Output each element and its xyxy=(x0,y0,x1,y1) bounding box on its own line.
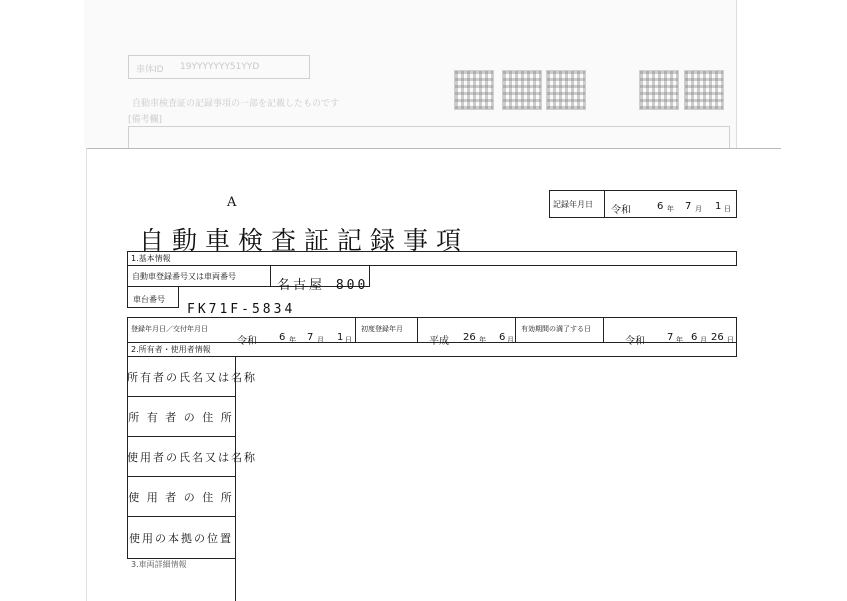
reg-no-value: 名古屋 800 xyxy=(277,278,369,293)
section2-value-area xyxy=(235,356,737,601)
first-reg-month: 6 xyxy=(499,332,506,343)
qr-code-icon xyxy=(454,70,494,110)
owner-address-label: 所 有 者 の 住 所 xyxy=(128,411,234,424)
expiry-year: 7 xyxy=(667,332,674,343)
series-mark: A xyxy=(227,195,237,210)
reg-date-year: 6 xyxy=(279,332,286,343)
back-sheet xyxy=(84,0,737,148)
back-id-label: 車体ID xyxy=(136,65,164,75)
reg-date-label: 登録年月日／交付年月日 xyxy=(131,325,208,333)
expiry-label: 有効期間の満了する日 xyxy=(521,325,591,333)
expiry-day-unit: 日 xyxy=(727,336,734,344)
qr-code-icon xyxy=(684,70,724,110)
first-reg-divider-left xyxy=(355,317,356,343)
back-id-value: 19YYYYYYY51YYD xyxy=(180,62,260,72)
qr-code-icon xyxy=(546,70,586,110)
first-reg-era: 平成 xyxy=(429,336,449,347)
section2-header-cell xyxy=(127,342,737,357)
reg-no-label: 自動車登録番号又は車両番号 xyxy=(132,272,236,281)
reg-date-month-unit: 月 xyxy=(317,336,324,344)
record-date-month-unit: 月 xyxy=(695,205,702,213)
first-reg-label: 初度登録年月 xyxy=(361,325,403,333)
expiry-month-unit: 月 xyxy=(700,336,707,344)
base-location-label: 使用の本拠の位置 xyxy=(129,532,233,545)
first-reg-year: 26 xyxy=(463,332,476,343)
chassis-value: FK71F-5834 xyxy=(187,302,296,317)
qr-code-icon xyxy=(639,70,679,110)
back-remarks-label: [備考欄] xyxy=(128,115,163,125)
record-date-era: 令和 xyxy=(611,205,631,216)
page-title: 自動車検査証記録事項 xyxy=(139,226,470,255)
back-note-line: 自動車検査証の記録事項の一部を記載したものです xyxy=(132,99,340,109)
chassis-label: 車台番号 xyxy=(133,295,165,304)
section2-header: 2.所有者・使用者情報 xyxy=(131,345,211,354)
section1-header-cell xyxy=(127,251,737,266)
reg-date-era: 令和 xyxy=(237,336,257,347)
section1-header: 1.基本情報 xyxy=(131,254,171,263)
expiry-era: 令和 xyxy=(625,336,645,347)
record-date-day: 1 xyxy=(715,201,722,212)
record-date-year: 6 xyxy=(657,201,664,212)
owner-name-label: 所有者の氏名又は名称 xyxy=(127,371,257,384)
reg-date-day-unit: 日 xyxy=(345,336,352,344)
record-date-label: 記録年月日 xyxy=(553,200,593,209)
record-date-year-unit: 年 xyxy=(667,205,674,213)
user-address-label: 使 用 者 の 住 所 xyxy=(128,491,234,504)
expiry-day: 26 xyxy=(711,332,724,343)
user-name-label: 使用者の氏名又は名称 xyxy=(127,451,257,464)
back-remarks-box xyxy=(128,126,730,150)
section3-header: 3.車両詳細情報 xyxy=(131,560,187,569)
expiry-divider-mid xyxy=(603,317,604,343)
record-date-month: 7 xyxy=(685,201,692,212)
expiry-month: 6 xyxy=(691,332,698,343)
qr-code-icon xyxy=(502,70,542,110)
reg-date-month: 7 xyxy=(307,332,314,343)
first-reg-month-unit: 月 xyxy=(507,336,514,344)
first-reg-year-unit: 年 xyxy=(479,336,486,344)
expiry-year-unit: 年 xyxy=(676,336,683,344)
reg-date-year-unit: 年 xyxy=(289,336,296,344)
record-date-day-unit: 日 xyxy=(724,205,731,213)
expiry-divider-left xyxy=(515,317,516,343)
front-sheet xyxy=(86,148,781,601)
first-reg-divider-mid xyxy=(417,317,418,343)
reg-date-day: 1 xyxy=(337,332,344,343)
